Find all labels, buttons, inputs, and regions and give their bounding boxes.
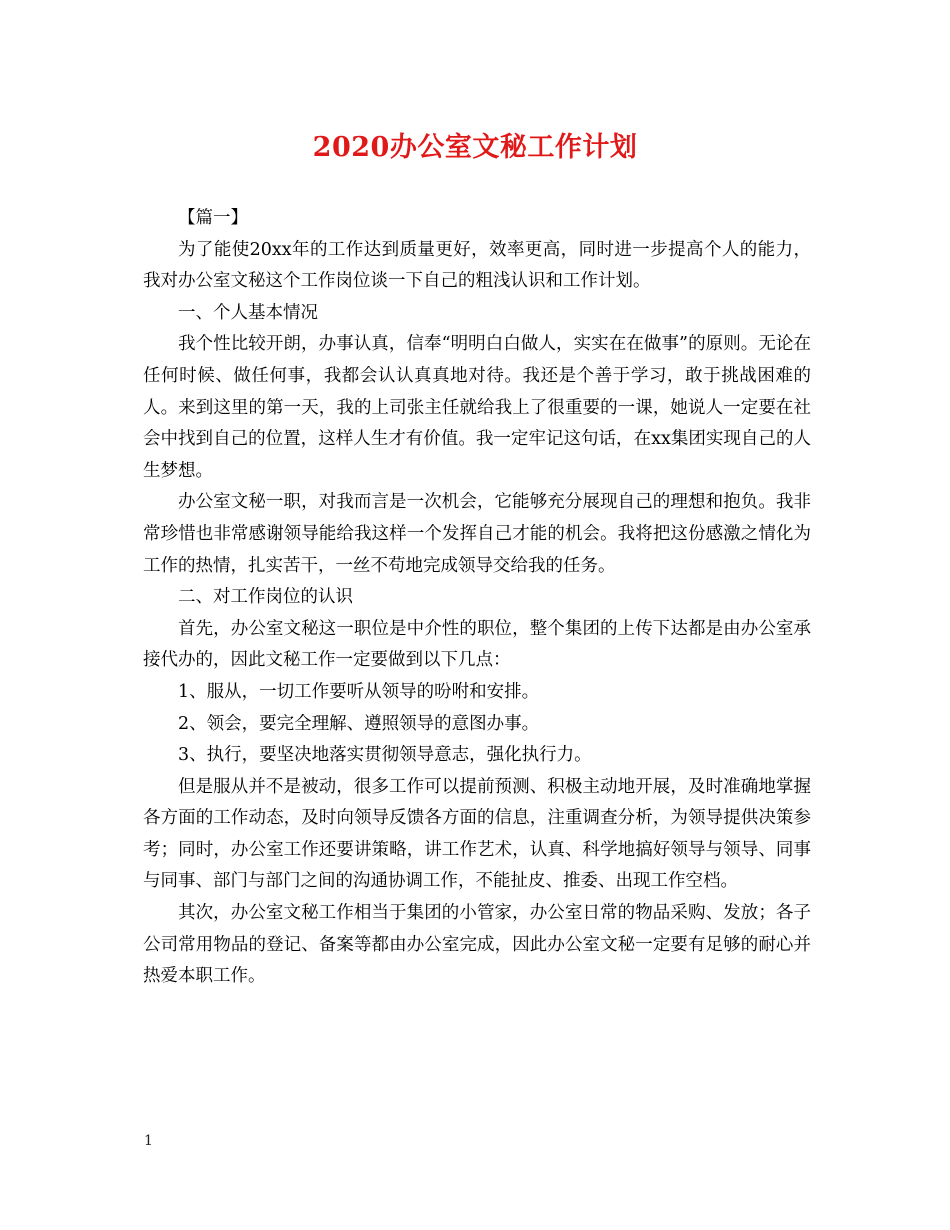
list-item-understand: 2、领会，要完全理解、遵照领导的意图办事。 (178, 713, 540, 734)
intro-paragraph: 为了能使20xx年的工作达到质量更好，效率更高，同时进一步提高个人的能力，我对办公室文秘这个工作岗位谈一下自己的粗浅认识和工作计划。 (143, 239, 811, 292)
section-heading-job-understanding: 二、对工作岗位的认识 (178, 587, 353, 608)
proactive-paragraph: 但是服从并不是被动，很多工作可以提前预测、积极主动地开展，及时准确地掌握各方面的工作动态，及时向领导反馈各方面的信息，注重调查分析，为领导提供决策参考；同时，办公室工作还要讲策略，讲工作艺术，认真、科学地搞好领导与领导、同事与同事、部门与部门之间的沟通协调工作，不能扯皮、推委、出现工作空档。 (143, 776, 811, 892)
list-item-execute: 3、执行，要坚决地落实贯彻领导意志，强化执行力。 (178, 745, 592, 766)
document-body (143, 203, 811, 993)
personality-paragraph: 我个性比较开朗，办事认真，信奉“明明白白做人，实实在在做事”的原则。无论在任何时候、做任何事，我都会认认真真地对待。我还是个善于学习，敢于挑战困难的人。来到这里的第一天，我的上司张主任就给我上了很重要的一课，她说人一定要在社会中找到自己的位置，这样人生才有价值。我一定牢记这句话，在xx集团实现自己的人生梦想。 (143, 334, 811, 481)
section-label: 【篇一】 (178, 208, 248, 228)
document-title: 2020办公室文秘工作计划 (312, 132, 638, 163)
section-heading-basic-info: 一、个人基本情况 (178, 302, 318, 323)
first-point-paragraph: 首先，办公室文秘这一职位是中介性的职位，整个集团的上传下达都是由办公室承接代办的，因此文秘工作一定要做到以下几点： (143, 618, 811, 671)
housekeeping-paragraph: 其次，办公室文秘工作相当于集团的小管家，办公室日常的物品采购、发放；各子公司常用物品的登记、备案等都由办公室完成，因此办公室文秘一定要有足够的耐心并热爱本职工作。 (143, 903, 811, 987)
page-number: 1 (144, 1133, 153, 1149)
list-item-obey: 1、服从，一切工作要听从领导的吩咐和安排。 (178, 681, 540, 702)
opportunity-paragraph: 办公室文秘一职，对我而言是一次机会，它能够充分展现自己的理想和抱负。我非常珍惜也非常感谢领导能给我这样一个发挥自己才能的机会。我将把这份感激之情化为工作的热情，扎实苦干，一丝不苟地完成领导交给我的任务。 (143, 492, 811, 576)
